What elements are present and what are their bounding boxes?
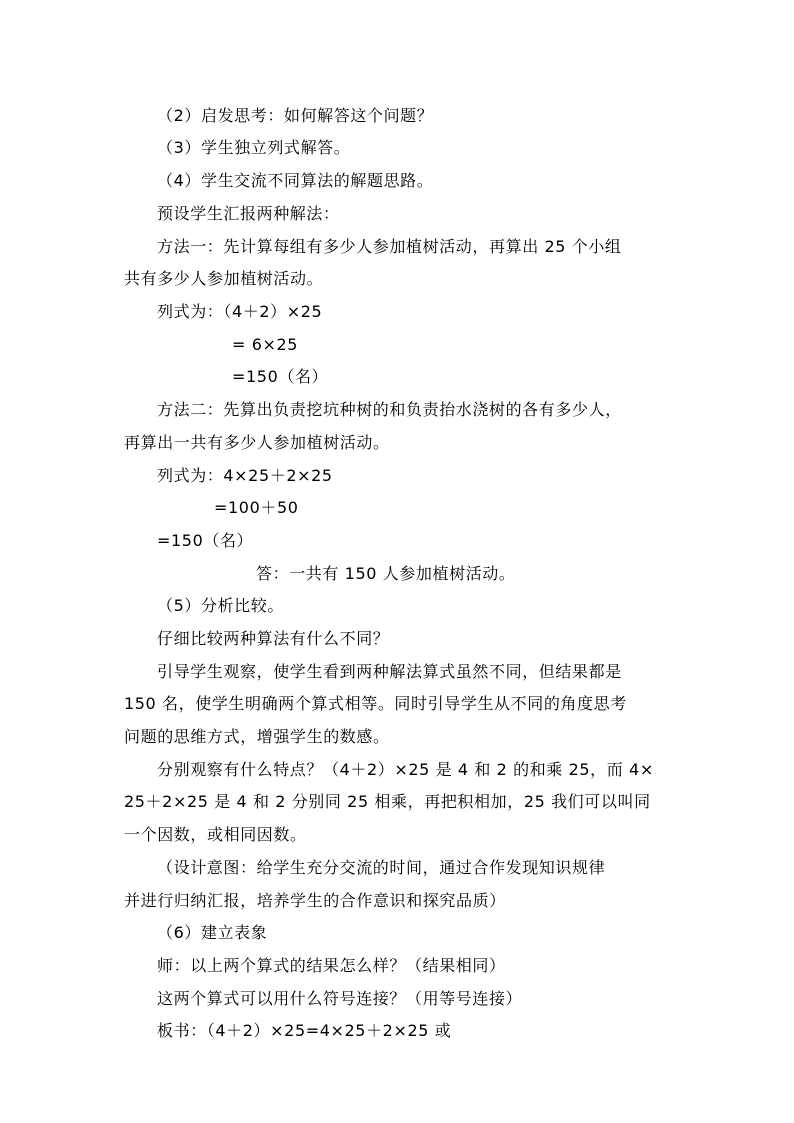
text-line-step-6: （6）建立表象 [157,923,268,942]
text-line-formula-one-result: =150（名） [232,367,329,386]
text-line-observe: 分别观察有什么特点？（4＋2）×25 是 4 和 2 的和乘 25，而 4× [157,760,654,779]
text-line-formula-two: 列式为：4×25＋2×25 [157,466,333,485]
text-line-preset: 预设学生汇报两种解法： [157,204,340,223]
text-line-design-intent: （设计意图：给学生充分交流的时间，通过合作发现知识规律 [157,858,606,877]
text-line-guide-cont-1: 150 名，使学生明确两个算式相等。同时引导学生从不同的角度思考 [124,694,627,713]
text-line-guide: 引导学生观察，使学生看到两种解法算式虽然不同，但结果都是 [157,662,622,681]
text-line-design-intent-cont: 并进行归纳汇报，培养学生的合作意识和探究品质） [124,891,506,910]
text-line-method-one: 方法一：先计算每组有多少人参加植树活动，再算出 25 个小组 [157,237,622,256]
text-line-formula-one-step: = 6×25 [232,335,299,354]
text-line-compare: 仔细比较两种算法有什么不同？ [157,629,390,648]
text-line-formula-two-result: =150（名） [157,531,254,550]
text-line-step-4: （4）学生交流不同算法的解题思路。 [157,171,434,190]
text-line-teacher-question: 师：以上两个算式的结果怎么样？（结果相同） [157,956,506,975]
text-line-board: 板书：（4＋2）×25=4×25＋2×25 或 [157,1021,452,1040]
text-line-step-5: （5）分析比较。 [157,596,284,615]
text-line-method-two-cont: 再算出一共有多少人参加植树活动。 [124,433,390,452]
text-line-observe-cont-2: 一个因数，或相同因数。 [124,825,307,844]
text-line-guide-cont-2: 问题的思维方式，增强学生的数感。 [124,727,390,746]
text-line-step-2: （2）启发思考：如何解答这个问题？ [157,106,434,125]
text-line-step-3: （3）学生独立列式解答。 [157,138,351,157]
text-line-observe-cont-1: 25＋2×25 是 4 和 2 分别同 25 相乘，再把积相加，25 我们可以叫同 [124,792,651,811]
text-line-formula-one: 列式为：（4＋2）×25 [157,302,323,321]
text-line-answer: 答：一共有 150 人参加植树活动。 [256,564,516,583]
text-line-symbol-question: 这两个算式可以用什么符号连接？（用等号连接） [157,989,523,1008]
text-line-method-one-cont: 共有多少人参加植树活动。 [124,269,324,288]
text-line-formula-two-step: =100＋50 [214,498,299,517]
text-line-method-two: 方法二：先算出负责挖坑种树的和负责抬水浇树的各有多少人， [157,400,622,419]
